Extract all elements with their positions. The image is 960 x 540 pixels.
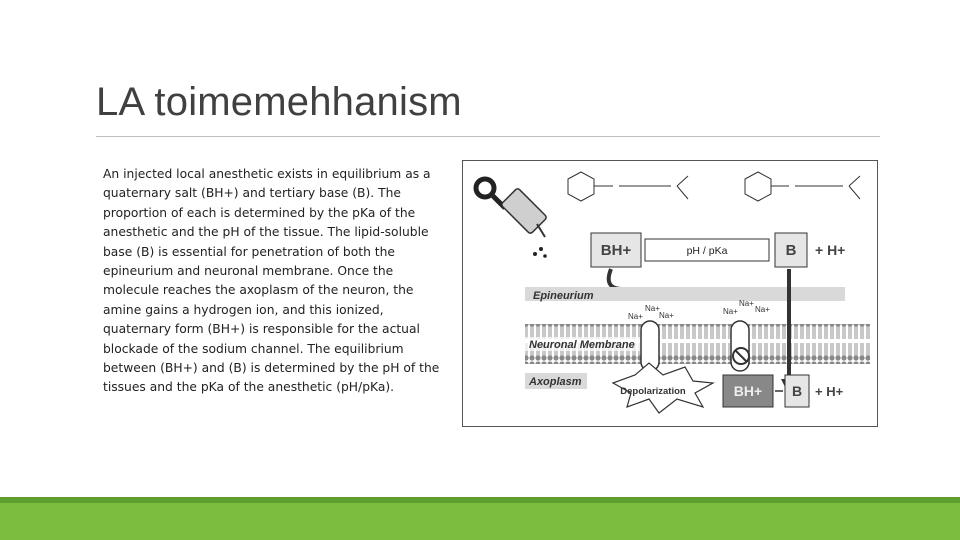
b-bottom-label: B xyxy=(791,383,803,399)
b-top-label: B xyxy=(785,242,797,259)
h-bottom-label: + H+ xyxy=(815,384,844,399)
footer-bar xyxy=(0,497,960,540)
footer-accent xyxy=(0,497,960,503)
na-label: Na+ xyxy=(755,305,770,314)
mechanism-figure xyxy=(462,160,878,427)
na-label: Na+ xyxy=(659,311,674,320)
neuronal-membrane-label: Neuronal Membrane xyxy=(529,339,635,351)
axoplasm-label: Axoplasm xyxy=(529,376,582,388)
curved-arrow-icon xyxy=(609,269,623,289)
body-paragraph: An injected local anesthetic exists in equilibrium as a quaternary salt (BH+) and tertiary base (B). The proportion of each is determined by the pKa of the anesthetic and the pH of the tissue. The lipid-soluble base (B) is essential for penetration of both the epineurium and neuronal membrane. Once the molecule reaches the axoplasm of the neuron, the amine gains a hydrogen ion, and this ionized, quaternary form (BH+) is responsible for the actual blockade of the sodium channel. The equilibrium between (BH+) and (B) is determined by the pH of the tissues and the pKa of the anesthetic (pH/pKa). xyxy=(103,167,440,395)
na-label: Na+ xyxy=(645,304,660,313)
ph-pka-label: pH / pKa xyxy=(686,245,728,257)
bh-bottom-label: BH+ xyxy=(733,383,763,399)
epineurium-label: Epineurium xyxy=(533,290,594,302)
mechanism-diagram xyxy=(463,161,877,426)
molecule-left xyxy=(568,172,688,201)
depolarization-label: Depolarization xyxy=(620,386,686,397)
syringe-icon xyxy=(476,179,547,258)
title-divider xyxy=(96,136,880,137)
na-label: Na+ xyxy=(628,312,643,321)
na-label: Na+ xyxy=(739,299,754,308)
na-label: Na+ xyxy=(723,307,738,316)
h-top-label: + H+ xyxy=(815,242,846,258)
bh-top-label: BH+ xyxy=(600,242,632,259)
molecule-right xyxy=(745,172,860,201)
slide-title: LA toimemehhanism xyxy=(96,80,462,124)
